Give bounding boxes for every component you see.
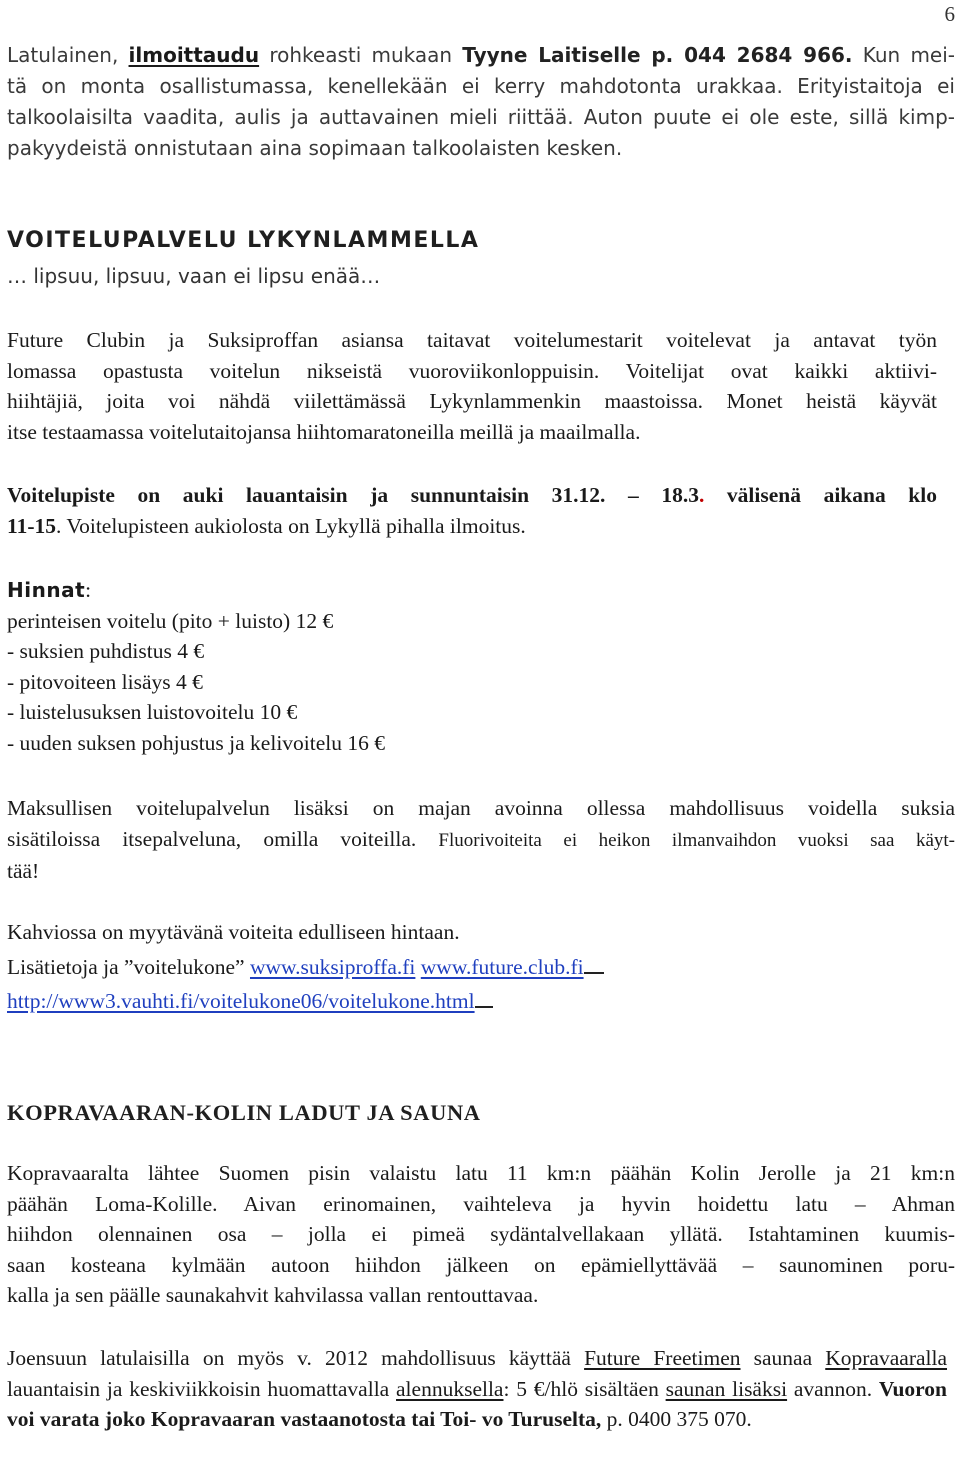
signup-link[interactable]: ilmoittaudu	[128, 43, 260, 67]
opening-hours: Voitelupiste on auki lauantaisin ja sunnuntaisin 31.12. – 18.3. välisenä aikana klo 11-15. Voitelupisteen aukiolosta on Lykyllä pihalla ilmoitus.	[7, 483, 937, 538]
waxing-description: Future Clubin ja Suksiproffan asiansa taitavat voitelumestarit voitelevat ja antavat työn lomassa opastusta voitelun nikseistä vuoroviikonloppuisin. Voitelijat ovat kaikki aktiivi- hiihtäjiä, joita voi nähdä viilettämässä Lykynlammenkin maastoissa. Monet heistä käyvät itse testaamassa voitelutaitojansa hiihtomaratoneilla meillä ja maailmalla.	[7, 328, 937, 444]
price-item: - suksien puhdistus 4 €	[7, 639, 205, 663]
self-service-paragraph: Maksullisen voitelupalvelun lisäksi on majan avoinna ollessa mahdollisuus voidella suksia sisätiloissa itsepalveluna, omilla voiteilla. Fluorivoiteita ei heikon ilmanvaihdon vuoksi saa käyt- tää!	[7, 796, 955, 883]
page-number: 6	[944, 2, 955, 26]
prices-section: Hinnat: perinteisen voitelu (pito + luisto) 12 € - suksien puhdistus 4 € - pitovoiteen lisäys 4 € - luistelusuksen luistovoitelu 10 € - uuden suksen pohjustus ja kelivoitelu 16 €	[7, 575, 385, 758]
prices-label: Hinnat	[7, 578, 86, 602]
waxing-heading: VOITELUPALVELU LYKYNLAMMELLA	[7, 228, 480, 253]
price-item: - pitovoiteen lisäys 4 €	[7, 669, 203, 694]
waxing-subheading: … lipsuu, lipsuu, vaan ei lipsu enää…	[7, 264, 381, 288]
kopravaara-heading: KOPRAVAARAN-KOLIN LADUT JA SAUNA	[7, 1100, 481, 1125]
price-item: perinteisen voitelu (pito + luisto) 12 €	[7, 608, 334, 633]
future-club-link[interactable]: www.future.club.fi	[420, 954, 584, 979]
suksiproffa-link[interactable]: www.suksiproffa.fi	[249, 954, 416, 979]
sauna-paragraph: Joensuun latulaisilla on myös v. 2012 mahdollisuus käyttää Future Freetimen saunaa Kopravaaralla lauantaisin ja keskiviikkoisin huomattavalla alennuksella: 5 €/hlö sisältäen saunan lisäksi avannon. Vuoron voi varata joko Kopravaaran vastaanotosta tai Toi- vo Turuselta, p. 0400 375 070.	[7, 1346, 948, 1431]
info-links: Kahviossa on myytävänä voiteita edulliseen hintaan. Lisätietoja ja ”voitelukone” www.suksiproffa.fi www.future.club.fi http://www3.vauhti.fi/voitelukone06/voitelukone.html	[7, 917, 955, 1017]
intro-paragraph: Latulainen, ilmoittaudu rohkeasti mukaan Tyyne Laitiselle p. 044 2684 966. Kun mei- tä on monta osallistumassa, kenellekään ei kerry mahdotonta urakkaa. Erityistaitoja ei talkoolaisilta vaadita, aulis ja auttavainen mieli riittää. Auton puute ei ole este, sillä kimp- pakyydeistä onnistutaan aina sopimaan talkoolaisten kesken.	[7, 43, 956, 160]
kopravaara-description: Kopravaaralta lähtee Suomen pisin valaistu latu 11 km:n päähän Kolin Jerolle ja 21 km:n päähän Loma-Kolille. Aivan erinomainen, vaihteleva ja hyvin hoidettu latu – Ahman hiihdon olennainen osa – jolla ei pimeä sydäntalvellakaan yllätä. Istahtaminen kuumis- saan kosteana kylmään autoon hiihdon jälkeen on epämiellyttävää – saunominen poru- kalla ja sen päälle saunakahvit kahvilassa vallan rentouttavaa.	[7, 1161, 955, 1307]
voitelukone-link[interactable]: http://www3.vauhti.fi/voitelukone06/voitelukone.html	[7, 989, 475, 1013]
price-item: - uuden suksen pohjustus ja kelivoitelu 16 €	[7, 730, 386, 755]
price-item: - luistelusuksen luistovoitelu 10 €	[7, 700, 298, 724]
contact-info: Tyyne Laitiselle p. 044 2684 966.	[462, 43, 853, 67]
